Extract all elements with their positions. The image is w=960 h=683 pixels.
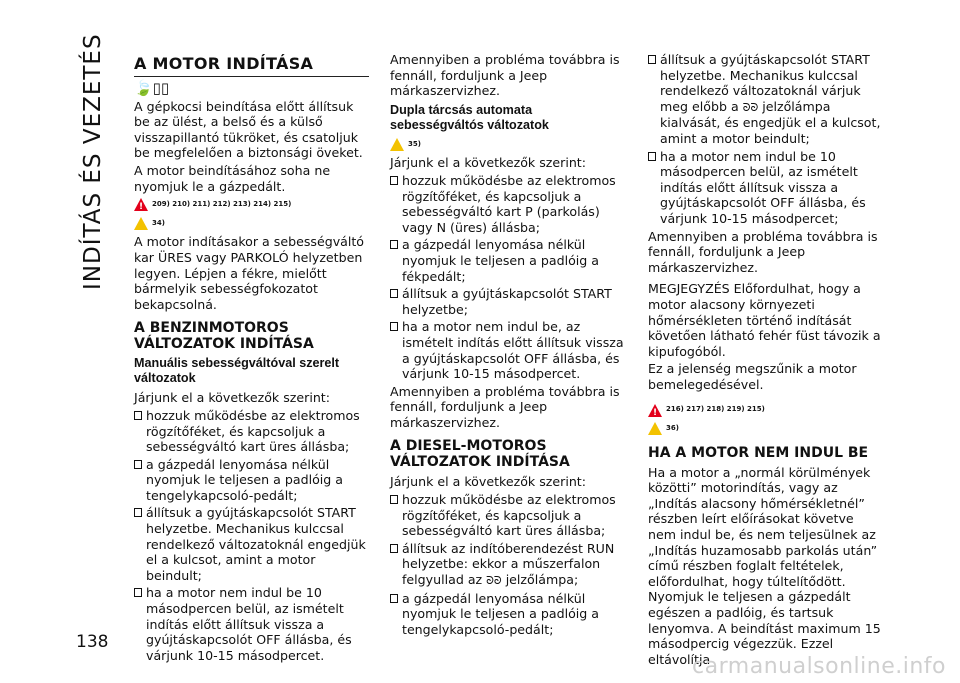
section-heading: A BENZINMOTOROS VÁLTOZATOK INDÍTÁSA bbox=[134, 320, 314, 353]
sub-heading: Manuális sebességváltóval szerelt változatok bbox=[134, 356, 340, 386]
list-item: ha a motor nem indul be 10 másodpercen belül, az ismételt indítás előtt állítsuk vissza a gyújtáskapcsolót OFF állásba, és várjunk 10-15 másodpercet. bbox=[134, 585, 369, 663]
main-heading: A MOTOR INDÍTÁSA bbox=[134, 56, 369, 77]
list-item: ha a motor nem indul be, az ismételt indítás előtt állítsuk vissza a gyújtáskapcsolót OFF állásba, és várjunk 10-15 másodpercet. bbox=[390, 319, 625, 381]
note-paragraph: MEGJEGYZÉS Előfordulhat, hogy a motor alacsony környezeti hőmérsékleten történő indítását követően látható fehér füst távozik a kipufogóból. bbox=[648, 281, 881, 359]
caution-yellow-icon bbox=[134, 217, 148, 230]
bullet-box-icon bbox=[390, 495, 398, 504]
list-item: állítsuk a gyújtáskapcsolót START helyzetbe. Mechanikus kulccsal rendelkező változatoknál engedjük el a kulcsot, amint a motor beindult; bbox=[134, 505, 369, 583]
list-item: állítsuk az indítóberendezést RUN helyzetbe: ekkor a műszerfalon felgyullad az ᘐᘐ jelzőlámpa; bbox=[390, 541, 625, 589]
paragraph: Amennyiben a probléma továbbra is fennáll, forduljunk a Jeep márkaszervizhez. bbox=[390, 52, 620, 99]
list-item: a gázpedál lenyomása nélkül nyomjuk le teljesen a padlóig a tengelykapcsoló-pedált; bbox=[134, 457, 369, 504]
caution-ref-numbers: 36) bbox=[666, 424, 679, 433]
bullet-box-icon bbox=[390, 289, 398, 298]
sub-heading: Dupla tárcsás automata sebességváltós változatok bbox=[390, 102, 549, 132]
caution-refs bbox=[134, 216, 369, 232]
bullet-box-icon bbox=[134, 460, 142, 469]
section-heading: HA A MOTOR NEM INDUL BE bbox=[648, 444, 869, 461]
caution-refs bbox=[390, 137, 625, 153]
caution-yellow-icon bbox=[648, 422, 662, 435]
list-item: hozzuk működésbe az elektromos rögzítőféket, és kapcsoljuk a sebességváltó kart üres állásba; bbox=[134, 408, 369, 455]
warning-red-icon bbox=[134, 198, 148, 211]
caution-ref-numbers: 35) bbox=[408, 139, 421, 148]
chapter-side-title bbox=[80, 33, 108, 290]
bullet-box-icon bbox=[134, 508, 142, 517]
paragraph: Amennyiben a probléma továbbra is fennáll, forduljunk a Jeep márkaszervizhez. bbox=[648, 228, 878, 275]
eco-leaf-icon: 🍃▯▯ bbox=[134, 78, 170, 97]
bullet-box-icon bbox=[648, 152, 656, 161]
watermark: carmanualsonline.info bbox=[692, 654, 946, 679]
warning-ref-numbers: 209) 210) 211) 212) 213) 214) 215) bbox=[152, 200, 292, 209]
bullet-box-icon bbox=[390, 544, 398, 553]
warning-refs bbox=[134, 197, 369, 213]
list-item: ha a motor nem indul be 10 másodpercen belül, az ismételt indítás előtt állítsuk vissza a gyújtáskapcsolót OFF állásba, és várjunk 10-15 másodpercet; bbox=[648, 149, 883, 227]
paragraph: Ez a jelenség megszűnik a motor bemelegedésével. bbox=[648, 361, 857, 392]
warning-refs bbox=[648, 402, 883, 418]
paragraph: Amennyiben a probléma továbbra is fennáll, forduljunk a Jeep márkaszervizhez. bbox=[390, 383, 620, 430]
bullet-box-icon bbox=[390, 176, 398, 185]
glow-plug-icon: ᘐᘐ bbox=[486, 574, 502, 588]
warning-ref-numbers: 216) 217) 218) 219) 215) bbox=[666, 405, 765, 414]
column-2 bbox=[390, 52, 625, 639]
bullet-box-icon bbox=[390, 322, 398, 331]
bullet-box-icon bbox=[390, 240, 398, 249]
paragraph: A gépkocsi beindítása előtt állítsuk be az ülést, a belső és a külső visszapillantó tükröket, és csatoljuk be megfelelően a biztonsági öveket. bbox=[134, 98, 363, 161]
list-item: hozzuk működésbe az elektromos rögzítőféket, és kapcsoljuk a sebességváltó kart P (parkolás) vagy N (üres) állásba; bbox=[390, 173, 625, 235]
paragraph: A motor beindításához soha ne nyomjuk le a gázpedált. bbox=[134, 162, 331, 194]
list-item: a gázpedál lenyomása nélkül nyomjuk le teljesen a padlóig a tengelykapcsoló-pedált; bbox=[390, 591, 625, 638]
glow-plug-icon: ᘐᘐ bbox=[742, 100, 759, 114]
bullet-box-icon bbox=[134, 588, 142, 597]
list-item: hozzuk működésbe az elektromos rögzítőféket, és kapcsoljuk a sebességváltó kart üres állásba; bbox=[390, 492, 625, 539]
bullet-box-icon bbox=[648, 55, 656, 64]
caution-refs bbox=[648, 421, 883, 437]
list-item: állítsuk a gyújtáskapcsolót START helyzetbe; bbox=[390, 286, 625, 317]
list-item: a gázpedál lenyomása nélkül nyomjuk le teljesen a padlóig a fékpedált; bbox=[390, 237, 625, 284]
paragraph: A motor indításakor a sebességváltó kar ÜRES vagy PARKOLÓ helyzetben legyen. Lépjen a fékre, mielőtt bármelyik sebességfokozatot bekapcsolná. bbox=[134, 234, 365, 312]
warning-red-icon bbox=[648, 404, 662, 417]
paragraph: Ha a motor a „normál körülmények közötti” motorindítás, vagy az „Indítás alacsony hőmérsékletnél” részben leírt előírásokat követve nem indul be, és nem teljesülnek az „Indítás huzamosabb parkolás után” című részben foglalt feltételek, előfordulhat, hogy túltelítődött. Nyomjuk le teljesen a gázpedált egészen a padlóig, és tartsuk lenyomva. A beindítást maximum 15 másodpercig végezzük. Ezzel eltávolítja bbox=[648, 464, 881, 667]
column-1 bbox=[134, 52, 369, 665]
paragraph: Járjunk el a következők szerint: bbox=[390, 155, 586, 171]
caution-ref-numbers: 34) bbox=[152, 218, 165, 227]
bullet-box-icon bbox=[390, 594, 398, 603]
page-number: 138 bbox=[76, 632, 109, 652]
section-heading: A DIESEL-MOTOROS VÁLTOZATOK INDÍTÁSA bbox=[390, 438, 570, 471]
bullet-box-icon bbox=[134, 411, 142, 420]
column-3 bbox=[648, 52, 883, 669]
paragraph: Járjunk el a következők szerint: bbox=[390, 474, 586, 490]
list-item: állítsuk a gyújtáskapcsolót START helyzetbe. Mechanikus kulccsal rendelkező változatoknál várjuk meg előbb a ᘐᘐ jelzőlámpa kialvását, és engedjük el a kulcsot, amint a motor beindult; bbox=[648, 52, 883, 147]
caution-yellow-icon bbox=[390, 138, 404, 151]
paragraph: Járjunk el a következők szerint: bbox=[134, 390, 330, 406]
chapter-side-title-text: INDÍTÁS ÉS VEZETÉS bbox=[80, 33, 106, 290]
